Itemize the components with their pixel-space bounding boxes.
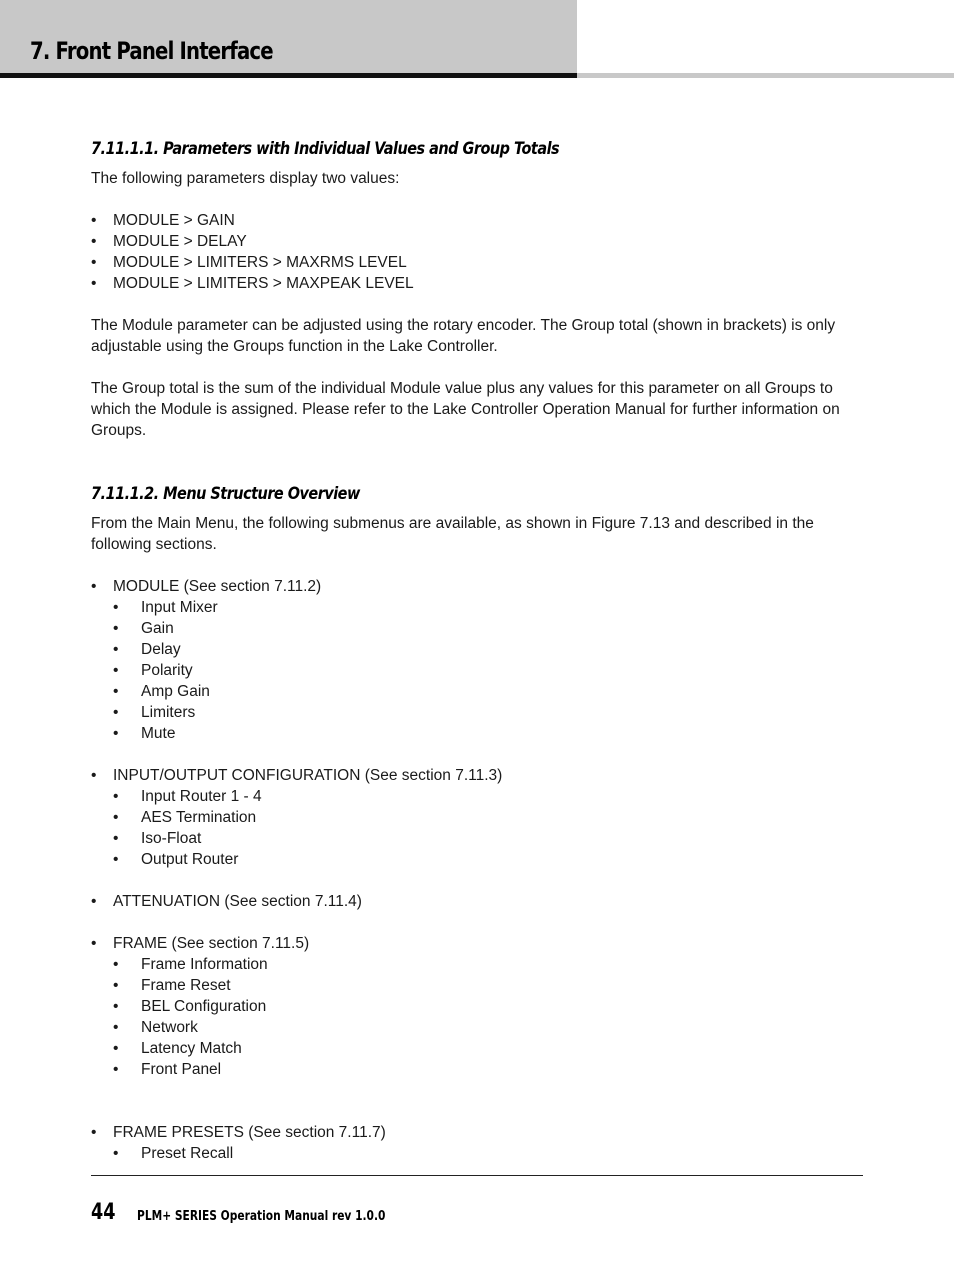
list-item: • Mute (113, 725, 176, 742)
bullet-icon: • (113, 809, 119, 826)
bullet-icon: • (113, 956, 119, 973)
page-content (91, 138, 863, 1185)
menu-group-module (91, 576, 863, 744)
manual-title: PLM+ SERIES Operation Manual rev 1.0.0 (137, 1209, 386, 1224)
bullet-icon: • (91, 212, 97, 229)
menu-group-frame (91, 933, 863, 1080)
bullet-icon: • (113, 977, 119, 994)
bullet-icon: • (113, 641, 119, 658)
section-heading-7-11-1-2: 7.11.1.2. Menu Structure Overview (91, 484, 360, 504)
bullet-icon: • (113, 1019, 119, 1036)
list-item: • MODULE > LIMITERS > MAXPEAK LEVEL (91, 275, 414, 292)
list-item: • Frame Information (113, 956, 268, 973)
list-item: • Network (113, 1019, 198, 1036)
list-item: • Polarity (113, 662, 193, 679)
list-item: • FRAME PRESETS (See section 7.11.7) (91, 1124, 386, 1141)
bullet-icon: • (113, 998, 119, 1015)
parameter-list (91, 210, 863, 294)
bullet-icon: • (113, 599, 119, 616)
section1-para1: The Module parameter can be adjusted using the rotary encoder. The Group total (shown in brackets) is only adjustable using the Groups function in the Lake Controller. (91, 317, 836, 355)
bullet-icon: • (91, 275, 97, 292)
list-item: • Latency Match (113, 1040, 242, 1057)
bullet-icon: • (91, 578, 97, 595)
list-item: • Limiters (113, 704, 196, 721)
bullet-icon: • (91, 1124, 97, 1141)
list-item: • MODULE > LIMITERS > MAXRMS LEVEL (91, 254, 407, 271)
bullet-icon: • (113, 662, 119, 679)
list-item: • Iso-Float (113, 830, 202, 847)
header-rule (0, 73, 577, 78)
bullet-icon: • (113, 1040, 119, 1057)
bullet-icon: • (91, 233, 97, 250)
section2-intro: From the Main Menu, the following submenus are available, as shown in Figure 7.13 and described in the following sections. (91, 515, 814, 553)
chapter-title: 7. Front Panel Interface (30, 37, 273, 65)
menu-group-frame-presets (91, 1122, 863, 1164)
section1-intro: The following parameters display two values: (91, 170, 400, 187)
list-item: • INPUT/OUTPUT CONFIGURATION (See section 7.11.3) (91, 767, 503, 784)
list-item: • Output Router (113, 851, 239, 868)
footer-rule (91, 1175, 863, 1176)
section1-para2: The Group total is the sum of the individual Module value plus any values for this parameter on all Groups to which the Module is assigned. Please refer to the Lake Controller Operation Manual for further information on Groups. (91, 380, 840, 439)
list-item: • Front Panel (113, 1061, 222, 1078)
page-number: 44 (91, 1200, 116, 1225)
bullet-icon: • (113, 725, 119, 742)
list-item: • Frame Reset (113, 977, 231, 994)
bullet-icon: • (113, 830, 119, 847)
list-item: • Gain (113, 620, 174, 637)
list-item: • MODULE > DELAY (91, 233, 247, 250)
bullet-icon: • (91, 893, 97, 910)
bullet-icon: • (113, 1061, 119, 1078)
bullet-icon: • (113, 788, 119, 805)
header-rule-light (577, 73, 954, 78)
section-heading-7-11-1-1: 7.11.1.1. Parameters with Individual Values and Group Totals (91, 139, 560, 159)
bullet-icon: • (91, 767, 97, 784)
bullet-icon: • (113, 1145, 119, 1162)
list-item: • MODULE > GAIN (91, 212, 235, 229)
list-item: • Delay (113, 641, 181, 658)
list-item: • Input Mixer (113, 599, 218, 616)
list-item: • AES Termination (113, 809, 257, 826)
list-item: • Input Router 1 - 4 (113, 788, 262, 805)
list-item: • Amp Gain (113, 683, 210, 700)
list-item: • Preset Recall (113, 1145, 234, 1162)
bullet-icon: • (113, 683, 119, 700)
bullet-icon: • (113, 704, 119, 721)
list-item: • FRAME (See section 7.11.5) (91, 935, 310, 952)
list-item: • BEL Configuration (113, 998, 267, 1015)
bullet-icon: • (91, 254, 97, 271)
menu-group-attenuation (91, 891, 863, 912)
menu-group-io-configuration (91, 765, 863, 870)
bullet-icon: • (91, 935, 97, 952)
list-item: • ATTENUATION (See section 7.11.4) (91, 893, 362, 910)
bullet-icon: • (113, 851, 119, 868)
bullet-icon: • (113, 620, 119, 637)
list-item: • MODULE (See section 7.11.2) (91, 578, 322, 595)
